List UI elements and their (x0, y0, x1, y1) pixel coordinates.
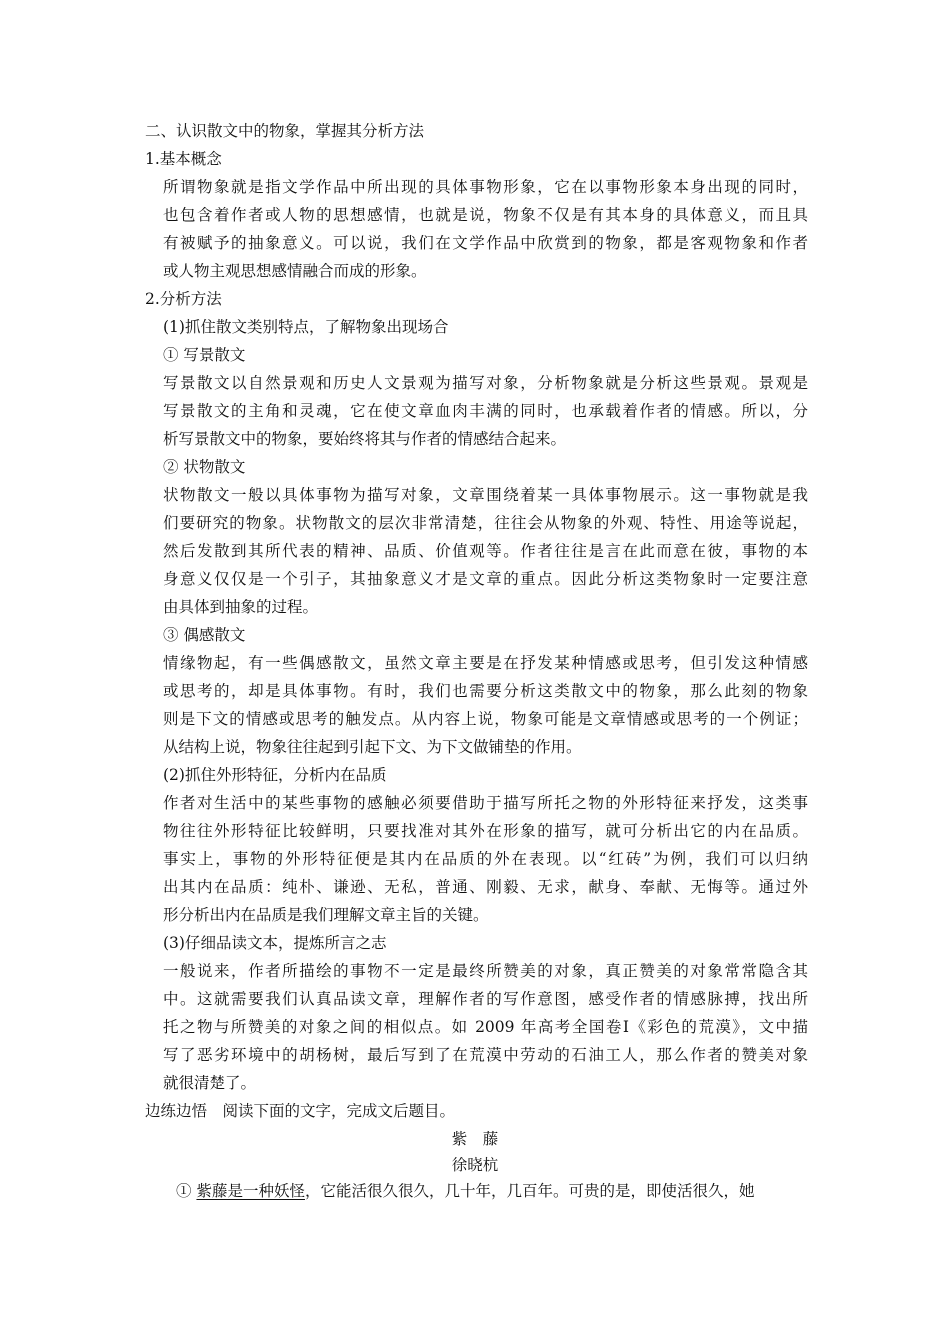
feeling-prose-label: ③ 偶感散文 (163, 626, 246, 644)
paragraph-line: 然后发散到其所代表的精神、品质、价值观等。作者往往是言在此而意在彼，事物的本 (163, 542, 808, 560)
paragraph-text: ，它能活很久很久，几十年，几百年。可贵的是，即使活很久，她 (304, 1182, 755, 1200)
paragraph-line: 从结构上说，物象往往起到引起下文、为下文做铺垫的作用。 (163, 738, 582, 756)
paragraph-line: 中。这就需要我们认真品读文章，理解作者的写作意图，感受作者的情感脉搏，找出所 (163, 990, 808, 1008)
section-heading: 二、认识散文中的物象，掌握其分析方法 (145, 122, 425, 140)
paragraph-line: 托之物与所赞美的对象之间的相似点。如 2009 年高考全国卷Ⅰ《彩色的荒漠》，文中描 (163, 1018, 808, 1036)
paragraph-number: ① (176, 1182, 192, 1200)
paragraph-line: 或思考的，却是具体事物。有时，我们也需要分析这类散文中的物象，那么此刻的物象 (163, 682, 808, 700)
paragraph-line: 出其内在品质：纯朴、谦逊、无私，普通、刚毅、无求，献身、奉献、无悔等。通过外 (163, 878, 808, 896)
scenery-prose-label: ① 写景散文 (163, 346, 246, 364)
paragraph-line: 形分析出内在品质是我们理解文章主旨的关键。 (163, 906, 489, 924)
paragraph-line: 物往往外形特征比较鲜明，只要找准对其外在形象的描写，就可分析出它的内在品质。 (163, 822, 808, 840)
paragraph-line: 状物散文一般以具体事物为描写对象，文章围绕着某一具体事物展示。这一事物就是我 (163, 486, 808, 504)
paragraph-line: 作者对生活中的某些事物的感触必须要借助于描写所托之物的外形特征来抒发，这类事 (163, 794, 808, 812)
methods-label: 2.分析方法 (145, 290, 222, 308)
paragraph-line: 身意义仅仅是一个引子，其抽象意义才是文章的重点。因此分析这类物象时一定要注意 (163, 570, 808, 588)
paragraph-line: 则是下文的情感或思考的触发点。从内容上说，物象可能是文章情感或思考的一个例证； (163, 710, 808, 728)
underlined-phrase: 紫藤是一种妖怪 (196, 1182, 305, 1200)
object-prose-label: ② 状物散文 (163, 458, 246, 476)
passage-author: 徐晓杭 (451, 1156, 499, 1174)
passage-title: 紫 藤 (451, 1130, 499, 1148)
method-1-label: (1)抓住散文类别特点，了解物象出现场合 (163, 318, 449, 336)
basic-concept-label: 1.基本概念 (145, 150, 222, 168)
paragraph-line: 也包含着作者或人物的思想感情，也就是说，物象不仅是有其本身的具体意义，而且具 (163, 206, 808, 224)
paragraph-line: 情缘物起，有一些偶感散文，虽然文章主要是在抒发某种情感或思考，但引发这种情感 (163, 654, 808, 672)
method-2-label: (2)抓住外形特征，分析内在品质 (163, 766, 387, 784)
paragraph-line: 们要研究的物象。状物散文的层次非常清楚，往往会从物象的外观、特性、用途等说起， (163, 514, 808, 532)
paragraph-line: 写了恶劣环境中的胡杨树，最后写到了在荒漠中劳动的石油工人，那么作者的赞美对象 (163, 1046, 808, 1064)
paragraph-line: 写景散文以自然景观和历史人文景观为描写对象，分析物象就是分析这些景观。景观是 (163, 374, 808, 392)
paragraph-line: 析写景散文中的物象，要始终将其与作者的情感结合起来。 (163, 430, 567, 448)
paragraph-line: 事实上，事物的外形特征便是其内在品质的外在表现。以“红砖”为例，我们可以归纳 (163, 850, 808, 868)
paragraph-line: 就很清楚了。 (163, 1074, 257, 1092)
method-3-label: (3)仔细品读文本，提炼所言之志 (163, 934, 387, 952)
paragraph-line: 有被赋予的抽象意义。可以说，我们在文学作品中欣赏到的物象，都是客观物象和作者 (163, 234, 808, 252)
paragraph-line: 一般说来，作者所描绘的事物不一定是最终所赞美的对象，真正赞美的对象常常隐含其 (163, 962, 808, 980)
paragraph-line: 由具体到抽象的过程。 (163, 598, 319, 616)
paragraph-line: 所谓物象就是指文学作品中所出现的具体事物形象，它在以事物形象本身出现的同时， (163, 178, 808, 196)
practice-instruction: 边练边悟 阅读下面的文字，完成文后题目。 (145, 1102, 456, 1120)
passage-first-paragraph (176, 1180, 754, 1202)
paragraph-line: 写景散文的主角和灵魂，它在使文章血肉丰满的同时，也承载着作者的情感。所以，分 (163, 402, 808, 420)
paragraph-line: 或人物主观思想感情融合而成的形象。 (163, 262, 427, 280)
